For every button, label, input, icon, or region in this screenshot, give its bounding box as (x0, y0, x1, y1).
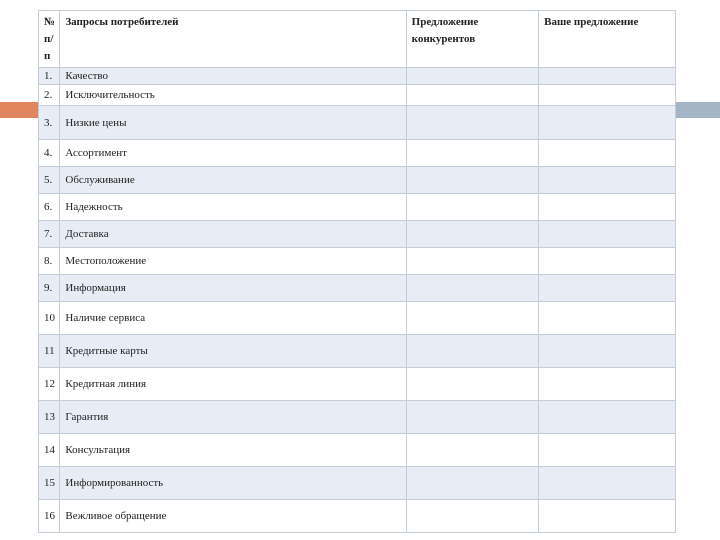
row-request-label: Качество (60, 68, 406, 85)
competitor-offer-cell[interactable] (406, 434, 539, 467)
row-number: 8. (39, 248, 60, 275)
row-request-label: Исключительность (60, 85, 406, 106)
your-offer-cell[interactable] (539, 248, 676, 275)
row-request-label: Низкие цены (60, 106, 406, 140)
competitor-offer-cell[interactable] (406, 302, 539, 335)
row-request-label: Гарантия (60, 401, 406, 434)
table-row (39, 275, 676, 302)
your-offer-cell[interactable] (539, 467, 676, 500)
your-offer-cell[interactable] (539, 194, 676, 221)
row-number: 1. (39, 68, 60, 85)
row-number: 6. (39, 194, 60, 221)
table-row (39, 106, 676, 140)
your-offer-cell[interactable] (539, 106, 676, 140)
competitor-offer-cell[interactable] (406, 467, 539, 500)
row-request-label: Надежность (60, 194, 406, 221)
row-number: 4. (39, 140, 60, 167)
table-row (39, 401, 676, 434)
row-number: 10 (39, 302, 60, 335)
row-request-label: Кредитные карты (60, 335, 406, 368)
row-number: 5. (39, 167, 60, 194)
competitor-offer-cell[interactable] (406, 68, 539, 85)
your-offer-cell[interactable] (539, 275, 676, 302)
your-offer-cell[interactable] (539, 167, 676, 194)
your-offer-cell[interactable] (539, 221, 676, 248)
your-offer-cell[interactable] (539, 68, 676, 85)
competitor-offer-cell[interactable] (406, 500, 539, 533)
table-row (39, 85, 676, 106)
row-number: 14 (39, 434, 60, 467)
table-row (39, 221, 676, 248)
your-offer-cell[interactable] (539, 302, 676, 335)
your-offer-cell[interactable] (539, 335, 676, 368)
row-number: 13 (39, 401, 60, 434)
row-request-label: Вежливое обращение (60, 500, 406, 533)
row-request-label: Наличие сервиса (60, 302, 406, 335)
your-offer-cell[interactable] (539, 368, 676, 401)
row-number: 2. (39, 85, 60, 106)
orange-accent-bar (0, 102, 38, 118)
row-number: 7. (39, 221, 60, 248)
row-request-label: Консультация (60, 434, 406, 467)
row-request-label: Кредитная линия (60, 368, 406, 401)
row-number: 12 (39, 368, 60, 401)
row-number: 11 (39, 335, 60, 368)
table-row (39, 434, 676, 467)
row-number: 16 (39, 500, 60, 533)
competitor-offer-cell[interactable] (406, 401, 539, 434)
table-row (39, 500, 676, 533)
header-consumer-requests: Запросы потребителей (60, 11, 406, 68)
header-number: № п/п (39, 11, 60, 68)
table-header-row (39, 11, 676, 68)
competitor-offer-cell[interactable] (406, 275, 539, 302)
competitor-offer-cell[interactable] (406, 194, 539, 221)
competitor-offer-cell[interactable] (406, 85, 539, 106)
your-offer-cell[interactable] (539, 140, 676, 167)
your-offer-cell[interactable] (539, 434, 676, 467)
your-offer-cell[interactable] (539, 85, 676, 106)
your-offer-cell[interactable] (539, 401, 676, 434)
row-number: 9. (39, 275, 60, 302)
table-row (39, 467, 676, 500)
row-request-label: Информированность (60, 467, 406, 500)
row-request-label: Доставка (60, 221, 406, 248)
table-row (39, 335, 676, 368)
table-row (39, 140, 676, 167)
table-row (39, 167, 676, 194)
row-request-label: Информация (60, 275, 406, 302)
your-offer-cell[interactable] (539, 500, 676, 533)
row-number: 15 (39, 467, 60, 500)
header-your-offer: Ваше предложение (539, 11, 676, 68)
table-row (39, 68, 676, 85)
competitor-offer-cell[interactable] (406, 368, 539, 401)
table-row (39, 194, 676, 221)
competitor-offer-cell[interactable] (406, 248, 539, 275)
consumer-requests-table (38, 10, 676, 533)
competitor-offer-cell[interactable] (406, 221, 539, 248)
competitor-offer-cell[interactable] (406, 106, 539, 140)
table-row (39, 248, 676, 275)
table-body (39, 68, 676, 533)
header-competitor-offer: Предложение конкурентов (406, 11, 539, 68)
table-row (39, 302, 676, 335)
row-request-label: Местоположение (60, 248, 406, 275)
competitor-offer-cell[interactable] (406, 335, 539, 368)
row-request-label: Обслуживание (60, 167, 406, 194)
row-request-label: Ассортимент (60, 140, 406, 167)
competitor-offer-cell[interactable] (406, 140, 539, 167)
row-number: 3. (39, 106, 60, 140)
table-row (39, 368, 676, 401)
competitor-offer-cell[interactable] (406, 167, 539, 194)
